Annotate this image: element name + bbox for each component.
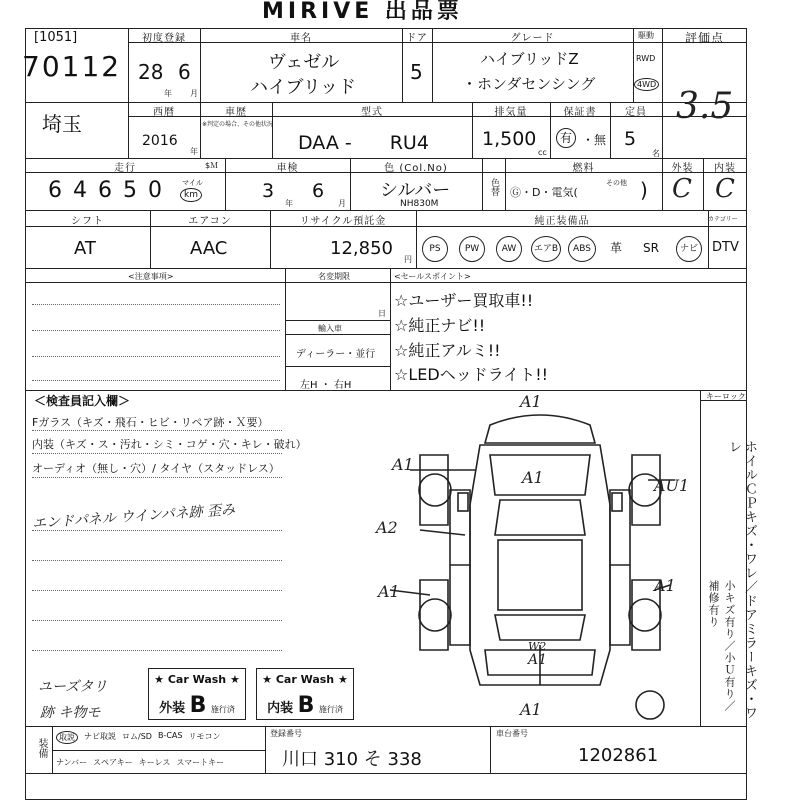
mileage-digits [48, 178, 173, 203]
sales-point-3: ☆純正アルミ!! [394, 341, 501, 360]
equip-airbag: エアB [531, 236, 561, 262]
mileage-sub-label: $Ｍ [205, 161, 219, 170]
interior-label: 内装 [714, 163, 736, 174]
accessory-item: B-CAS [157, 731, 183, 740]
accessory-item: ナビ取説 [84, 732, 116, 741]
sales-point-1: ☆ユーザー買取車!! [394, 291, 534, 310]
color-change-label: 色替 [489, 178, 499, 196]
color-code: NH830M [400, 199, 439, 209]
grade-line1: ハイブリッドZ [480, 50, 579, 68]
handwritten-note: エンドパネル ウインパネ跡 歪み [31, 501, 236, 533]
accessory-item: キーレス [138, 758, 171, 767]
car-name-line2: ハイブリッド [250, 77, 357, 98]
accessory-row-2 [56, 757, 224, 768]
accessory-item: ナンバー [56, 758, 88, 767]
doors-value: 5 [410, 60, 423, 84]
warranty-yes: 有 [556, 128, 576, 148]
car-name-label: 車名 [290, 33, 312, 44]
warranty-no: ・無 [582, 133, 607, 147]
color-label: 色 (Col.No) [384, 163, 448, 174]
fuel-label: 燃料 [572, 163, 595, 174]
accessory-item: 取説 [56, 731, 78, 744]
mileage-digit: 6 [48, 178, 62, 203]
lot-number: 70112 [22, 50, 122, 83]
equipment-label: 純正装備品 [534, 216, 590, 227]
equip-abs: ABS [568, 236, 596, 262]
registration-label: 初度登録 [142, 33, 186, 44]
aircon-value: AAC [190, 238, 228, 259]
exterior-label: 外装 [671, 163, 694, 174]
plate-label: 登録番号 [270, 729, 302, 738]
history-label: 車歴 [225, 107, 247, 118]
registration-month: 6 [178, 60, 191, 84]
equip-navi: ナビ [676, 236, 702, 262]
meigi-label: 名変期限 [318, 272, 350, 281]
handle-value: 左H ・ 右H [300, 380, 352, 391]
capacity-label: 定員 [625, 107, 647, 118]
damage-mark-right-rear: A1 [654, 576, 676, 595]
car-wash-exterior: ★ Car Wash ★ 外装 B 施行済 [148, 668, 246, 720]
model-value: DAA - RU4 [298, 132, 429, 154]
inspection-year: 3 [262, 180, 275, 202]
equip-pw: PW [459, 236, 485, 262]
legend-vertical-2: 小キズ有り／小Ｕ有り／補修有り [707, 580, 736, 712]
interior-value: C [715, 174, 735, 204]
damage-mark-left-rear: A1 [378, 582, 400, 601]
category-label: カテゴリー [708, 216, 738, 223]
recycle-label: リサイクル預託金 [299, 216, 387, 227]
accessory-row-1 [56, 731, 220, 744]
western-year-label: 西暦 [153, 107, 175, 118]
fuel-other: その他 [606, 179, 627, 187]
damage-mark-bottom: A1 [520, 700, 542, 719]
grade-label: グレード [510, 33, 555, 44]
inspector-label: ＜検査員記入欄＞ [34, 394, 131, 408]
rating-label: 評価点 [684, 31, 724, 45]
damage-mark-rear: A1 [528, 652, 548, 668]
displacement-label: 排気量 [494, 107, 528, 118]
western-year-value: 2016 [142, 133, 178, 149]
inspection-label: 車検 [276, 163, 299, 174]
warranty-label: 保証書 [563, 107, 597, 118]
car-name-line1: ヴェゼル [268, 52, 340, 73]
car-damage-diagram [380, 395, 700, 725]
damage-mark-right-front: AU1 [654, 476, 690, 495]
exterior-value: C [672, 174, 692, 204]
category-value: DTV [712, 240, 739, 255]
accessory-item: スペアキー [93, 758, 133, 767]
mileage-digit: 0 [148, 178, 162, 203]
history-note: ※判定の場合、その他状況 [202, 121, 274, 128]
sales-point-4: ☆LEDヘッドライト!! [394, 365, 549, 384]
accessory-label: 装備 [36, 738, 47, 758]
drive-label: 駆動 [638, 31, 654, 40]
fuel-close: ) [640, 178, 648, 202]
mileage-digit: 4 [73, 178, 87, 203]
equip-ps: PS [422, 236, 448, 262]
drive-4wd: 4WD [634, 78, 659, 91]
damage-mark-rear-window: W2 [528, 640, 547, 653]
rating-value: 3.5 [676, 86, 734, 127]
mileage-unit-km: km [180, 188, 202, 202]
recycle-value: 12,850 [330, 238, 393, 259]
fuel-options: Ⓖ・D・電気( [510, 186, 578, 199]
shift-label: シフト [71, 216, 104, 227]
chassis-label: 車台番号 [496, 729, 528, 738]
check-line-glass: Fガラス（キズ・飛石・ヒビ・リペア跡・Ｘ要） [32, 416, 269, 429]
drive-rwd: RWD [636, 54, 656, 63]
damage-mark-left-front: A1 [392, 455, 414, 474]
grade-line2: ・ホンダセンシング [462, 75, 596, 93]
check-line-interior: 内装（キズ・ス・汚れ・シミ・コゲ・穴・キレ・破れ） [32, 438, 307, 451]
prefecture: 埼玉 [42, 112, 82, 136]
handwritten-bottom-2: 跡 キ物モ [40, 705, 101, 721]
inspection-month: 6 [312, 180, 325, 202]
accessory-item: スマートキー [176, 758, 225, 767]
check-line-audio: オーディオ（無し・穴）/ タイヤ（スタッドレス） [32, 462, 280, 475]
doors-label: ドア [406, 33, 428, 44]
damage-mark-hood: A1 [522, 468, 544, 487]
color-value: シルバー [380, 180, 451, 201]
equip-aw: AW [496, 236, 522, 262]
aircon-label: エアコン [188, 216, 232, 227]
car-wash-interior: ★ Car Wash ★ 内装 B 施行済 [256, 668, 354, 720]
notes-label: <注意事項> [128, 272, 174, 281]
equip-leather: 革 [610, 241, 623, 255]
sales-point-2: ☆純正ナビ!! [394, 316, 486, 335]
mileage-label: 走行 [114, 163, 136, 174]
model-label: 型式 [361, 107, 383, 118]
sales-label: <セールスポイント> [394, 272, 471, 281]
equip-sr: SR [643, 241, 659, 255]
damage-mark-front: A1 [520, 392, 542, 411]
mileage-digit: 6 [98, 178, 112, 203]
chassis-value: 1202861 [578, 745, 659, 766]
capacity-value: 5 [624, 128, 637, 150]
displacement-value: 1,500 [482, 128, 537, 150]
import-value: ディーラー・並行 [296, 349, 376, 360]
accessory-item: ロム/SD [122, 732, 152, 741]
import-label: 輸入車 [318, 324, 342, 333]
handwritten-bottom-1: ユーズタリ [38, 679, 108, 695]
key-lock-label: キーロック [706, 392, 746, 401]
mileage-digit: 5 [123, 178, 137, 203]
lot-number-label: [1051] [34, 30, 78, 45]
registration-year: 28 [138, 60, 164, 84]
damage-mark-left-door: A2 [376, 518, 398, 537]
legend-vertical-1: ホイルＣＰキズ・ワレ／ドアミラーキズ・ワレ [726, 440, 757, 720]
shift-value: AT [74, 238, 96, 259]
document-title: MIRIVE 出品票 [262, 0, 463, 24]
mileage-unit-mile: マイル [182, 179, 203, 187]
plate-value: 川口 310 そ 338 [282, 749, 422, 770]
accessory-item: リモコン [188, 732, 221, 741]
